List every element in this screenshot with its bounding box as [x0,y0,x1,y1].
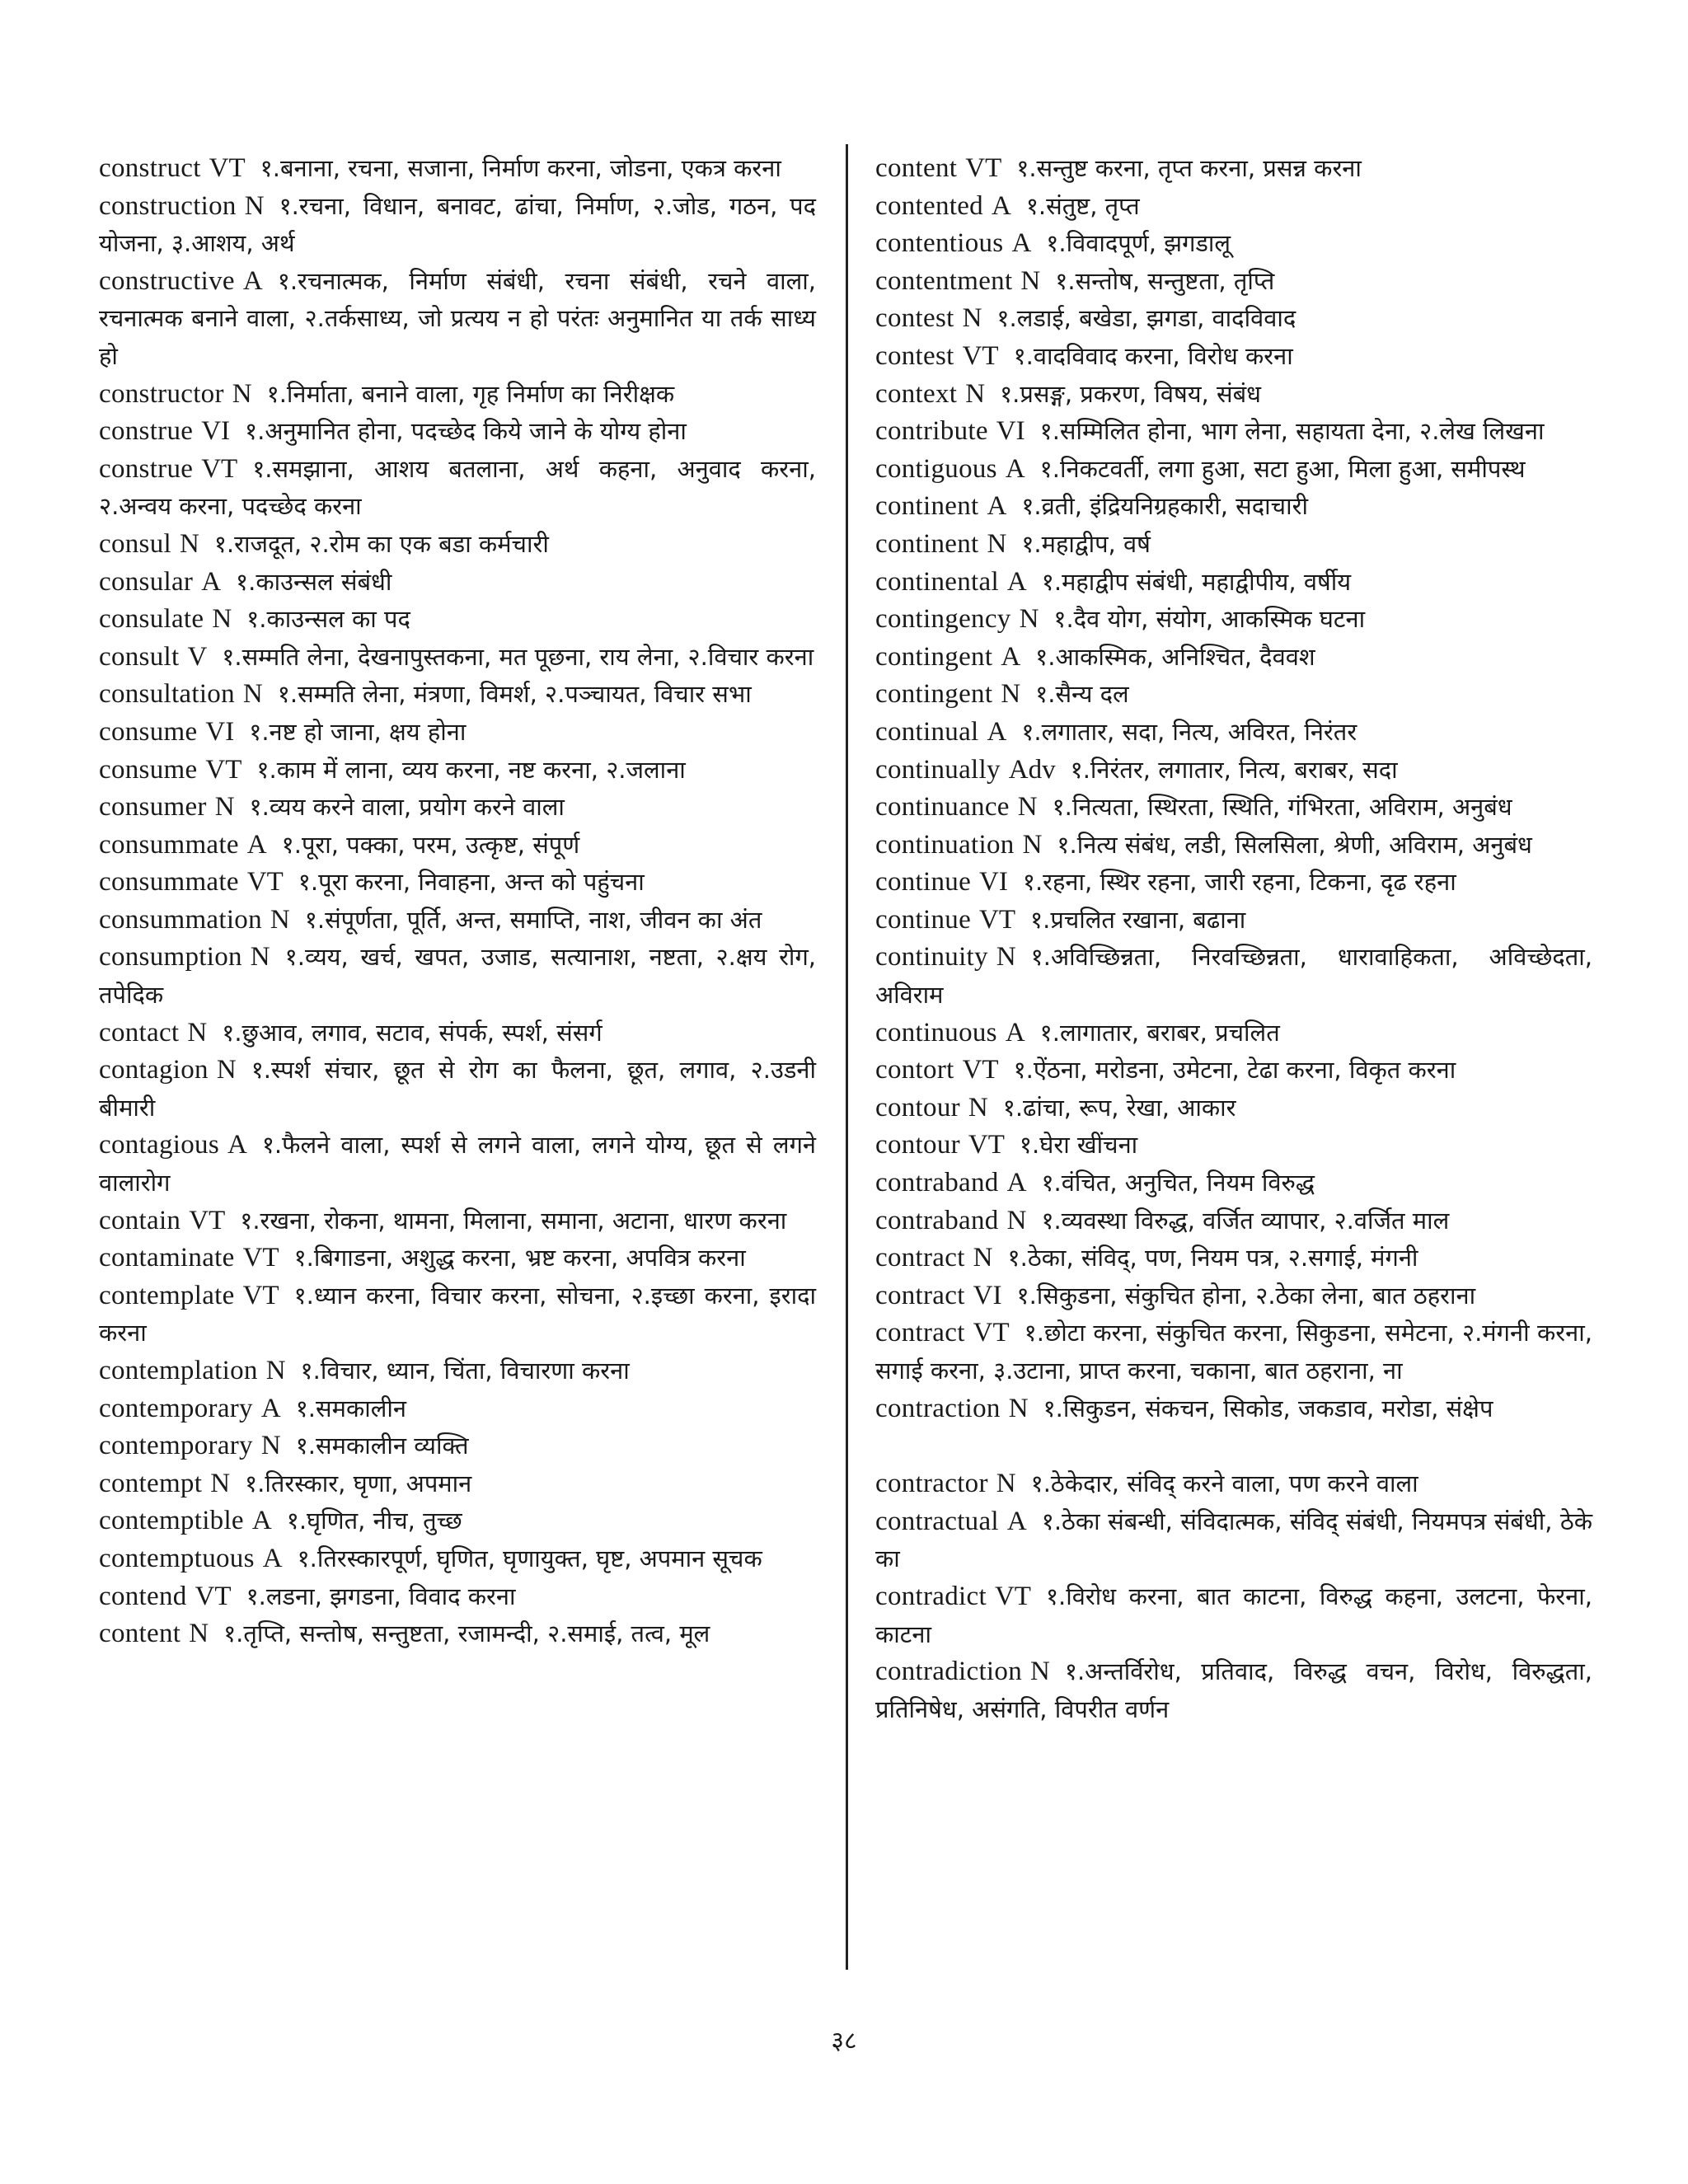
definition: १.बिगाडना, अशुद्ध करना, भ्रष्ट करना, अपवित्र करना [293,1244,746,1272]
part-of-speech: N [214,792,235,823]
dictionary-entry [99,639,816,677]
headword: continual [875,716,979,747]
part-of-speech: VT [979,904,1016,935]
definition: १.रखना, रोकना, थामना, मिलाना, समाना, अटाना, धारण करना [240,1206,787,1235]
dictionary-entry [875,526,1592,564]
headword: construct [99,153,201,183]
dictionary-entry [875,1127,1592,1165]
definition: १.विरोध करना, बात काटना, विरुद्ध कहना, उलटना, फेरना, काटना [875,1582,1592,1648]
dictionary-entry [875,639,1592,677]
headword: contemplate [99,1280,235,1310]
dictionary-entry [875,225,1592,263]
definition: १.छोटा करना, संकुचित करना, सिकुडना, समेटना, २.मंगनी करना, सगाई करना, ३.उटाना, प्राप्त करना, चकाना, बात ठहराना, ना [875,1319,1592,1385]
definition: १.पूरा करना, निवाहना, अन्त को पहुंचना [298,868,645,897]
headword: continually [875,754,1001,785]
definition: १.सन्तुष्ट करना, तृप्त करना, प्रसन्न करना [1016,154,1362,182]
dictionary-entry [99,676,816,714]
definition: १.तिरस्कारपूर्ण, घृणित, घृणायुक्त, घृष्ट, अपमान सूचक [297,1544,762,1572]
headword: contradiction [875,1657,1023,1687]
page-number: ३८ [831,2027,857,2055]
dictionary-entry [99,902,816,940]
part-of-speech: VT [968,1130,1005,1160]
definition: १.अनुमानित होना, पदच्छेद किये जाने के योग्य होना [245,417,687,446]
definition: १.बनाना, रचना, सजाना, निर्माण करना, जोडना, एकत्र करना [260,154,781,182]
headword: consular [99,566,194,597]
part-of-speech: N [212,604,232,635]
part-of-speech: A [1006,1506,1027,1536]
part-of-speech: VT [246,867,284,898]
dictionary-entry [875,902,1592,940]
headword: construction [99,190,237,221]
definition: १.ऐंठना, मरोडना, उमेटना, टेढा करना, विकृत करना [1013,1056,1456,1085]
definition: १.आकस्मिक, अनिश्चित, दैववश [1035,642,1315,671]
part-of-speech: N [187,1017,208,1047]
dictionary-entry [99,413,816,451]
part-of-speech: N [1019,604,1039,635]
definition: १.नित्यता, स्थिरता, स्थिति, गंभिरता, अविराम, अनुबंध [1052,793,1512,822]
headword: consult [99,641,180,672]
headword: contemporary [99,1431,253,1461]
part-of-speech: VT [973,1318,1010,1348]
dictionary-entry [99,376,816,414]
part-of-speech: N [250,942,270,972]
definition: १.प्रचलित रखाना, बढाना [1030,905,1246,934]
dictionary-entry [875,714,1592,752]
definition: १.समकालीन [295,1394,406,1422]
definition: १.निर्माता, बनाने वाला, गृह निर्माण का निरीक्षक [266,379,675,408]
dictionary-entry [875,1165,1592,1202]
part-of-speech: A [987,491,1007,522]
definition: १.दैव योग, संयोग, आकस्मिक घटना [1053,605,1366,634]
definition: १.वंचित, अनुचित, नियम विरुद्ध [1041,1169,1315,1197]
headword: contract [875,1280,965,1310]
definition: १.राजदूत, २.रोम का एक बडा कर्मचारी [213,529,549,558]
part-of-speech: A [260,1393,281,1423]
headword: consume [99,716,198,747]
headword: contest [875,340,954,371]
headword: contentment [875,265,1013,296]
part-of-speech: N [216,1055,237,1085]
definition: १.महाद्वीप, वर्ष [1021,529,1151,558]
dictionary-entry [99,1277,816,1352]
dictionary-entry [875,789,1592,827]
definition: १.तृप्ति, सन्तोष, सन्तुष्टता, रजामन्दी, २.समाई, तत्व, मूल [223,1619,710,1648]
definition: १.समझाना, आशय बतलाना, अर्थ कहना, अनुवाद करना, २.अन्वय करना, पदच्छेद करना [99,454,816,521]
part-of-speech: A [1006,1168,1027,1198]
dictionary-entry [875,1090,1592,1127]
dictionary-entry [99,1052,816,1127]
headword: consultation [99,679,235,710]
part-of-speech: VT [201,453,238,484]
dictionary-entry [99,864,816,902]
part-of-speech: N [179,528,199,559]
dictionary-entry [875,300,1592,338]
part-of-speech: N [1008,1393,1029,1423]
dictionary-entry [99,827,816,865]
definition: १.सिकुडन, संकचन, सिकोड, जकडाव, मरोडा, संक्षेप [1043,1394,1493,1422]
dictionary-entry [875,150,1592,188]
definition: १.ढांचा, रूप, रेखा, आकार [1002,1093,1236,1122]
headword: construe [99,416,194,447]
dictionary-entry [875,338,1592,376]
dictionary-entry [875,451,1592,489]
dictionary-entry [99,714,816,752]
dictionary-entry [99,1427,816,1465]
definition: १.नित्य संबंध, लडी, सिलसिला, श्रेणी, अविराम, अनुबंध [1057,830,1532,859]
dictionary-entry [875,1465,1592,1503]
definition: १.निरंतर, लगातार, नित्य, बराबर, सदा [1070,755,1398,784]
headword: continuous [875,1017,997,1047]
definition: १.सैन्य दल [1035,680,1129,709]
dictionary-entry [99,150,816,188]
dictionary-entry [99,1578,816,1616]
part-of-speech: N [1001,679,1021,710]
definition: १.पूरा, पक्का, परम, उत्कृष्ट, संपूर्ण [281,830,580,859]
dictionary-entry [99,526,816,564]
definition: १.लागातार, बराबर, प्रचलित [1039,1018,1280,1047]
definition: १.व्यय, खर्च, खपत, उजाड, सत्यानाश, नष्टता, २.क्षय रोग, तपेदिक [99,943,816,1010]
dictionary-entry [99,789,816,827]
dictionary-entry [875,827,1592,865]
headword: contaminate [99,1243,235,1273]
headword: continue [875,867,972,898]
part-of-speech: A [251,1506,272,1536]
definition: १.संपूर्णता, पूर्ति, अन्त, समाप्ति, नाश, जीवन का अंत [304,905,762,934]
headword: contour [875,1092,960,1122]
part-of-speech: N [1017,792,1038,823]
part-of-speech: N [242,679,263,710]
definition: १.स्पर्श संचार, छूत से रोग का फैलना, छूत, लगाव, २.उडनी बीमारी [99,1056,816,1122]
dictionary-entry [99,564,816,602]
dictionary-entry [99,188,816,263]
dictionary-entry [99,1352,816,1390]
definition: १.ठेका संबन्धी, संविदात्मक, संविद् संबंधी, नियमपत्र संबंधी, ठेके का [875,1507,1592,1573]
part-of-speech: N [210,1468,231,1498]
dictionary-entry [99,451,816,526]
dictionary-entry [875,564,1592,602]
definition: १.ध्यान करना, विचार करना, सोचना, २.इच्छा करना, इरादा करना [99,1281,816,1347]
headword: content [99,1619,181,1649]
definition: १.महाद्वीप संबंधी, महाद्वीपीय, वर्षीय [1041,567,1352,596]
part-of-speech: N [1030,1657,1050,1687]
part-of-speech: N [987,528,1007,559]
headword: construe [99,453,194,484]
headword: contour [875,1130,960,1160]
definition: १.वादविवाद करना, विरोध करना [1013,341,1293,370]
part-of-speech: A [991,190,1011,221]
definition: १.रहना, स्थिर रहना, जारी रहना, टिकना, दृढ रहना [1022,868,1456,897]
headword: continue [875,904,972,935]
definition: १.सिकुडना, संकुचित होना, २.ठेका लेना, बात ठहराना [1016,1281,1476,1310]
part-of-speech: N [996,942,1016,972]
part-of-speech: V [187,641,208,672]
definition: १.व्रती, इंद्रियनिग्रहकारी, सदाचारी [1021,492,1308,521]
definition: १.काउन्सल का पद [246,605,410,634]
definition: १.सम्मति लेना, देखनापुस्तकना, मत पूछना, राय लेना, २.विचार करना [222,642,814,671]
headword: consumer [99,792,207,823]
definition: १.समकालीन व्यक्ति [295,1432,469,1460]
part-of-speech: A [227,1130,247,1160]
headword: content [875,153,958,183]
part-of-speech: VT [965,153,1002,183]
headword: contribute [875,416,988,447]
definition: १.सम्मति लेना, मंत्रणा, विमर्श, २.पञ्चायत, विचार सभा [277,680,752,709]
dictionary-entry [875,1578,1592,1653]
dictionary-entry [875,752,1592,790]
headword: context [875,378,958,409]
headword: constructor [99,378,224,409]
definition: १.विवादपूर्ण, झगडालू [1046,229,1231,258]
part-of-speech: A [201,566,222,597]
part-of-speech: N [962,303,982,334]
part-of-speech: N [270,904,290,935]
part-of-speech: VI [205,716,235,747]
headword: contempt [99,1468,203,1498]
part-of-speech: A [242,265,263,296]
part-of-speech: VT [189,1205,226,1235]
definition: १.नष्ट हो जाना, क्षय होना [249,717,467,746]
headword: consume [99,754,198,785]
dictionary-entry [875,1653,1592,1728]
headword: continuation [875,829,1015,860]
headword: contingency [875,604,1011,635]
headword: consummate [99,829,239,860]
dictionary-entry [875,1015,1592,1052]
headword: consummation [99,904,262,935]
part-of-speech: A [262,1543,283,1573]
dictionary-entry [875,1503,1592,1578]
headword: contingent [875,679,993,710]
definition: १.घेरा खींचना [1019,1131,1138,1160]
headword: contraction [875,1393,1001,1423]
definition: १.रचनात्मक, निर्माण संबंधी, रचना संबंधी, रचने वाला, रचनात्मक बनाने वाला, २.तर्कसाध्य, जो प्रत्यय न हो परंतः अनुमानित या तर्क साध्य हो [99,266,816,370]
part-of-speech: N [1022,829,1043,860]
part-of-speech: N [968,1092,988,1122]
part-of-speech: VT [205,754,242,785]
definition: १.प्रसङ्ग, प्रकरण, विषय, संबंध [1000,379,1261,408]
definition: १.काउन्सल संबंधी [236,567,392,596]
dictionary-entry [99,1202,816,1240]
part-of-speech: A [1001,641,1021,672]
dictionary-entry [99,263,816,376]
dictionary-entry [875,601,1592,639]
headword: contract [875,1318,965,1348]
part-of-speech: VT [962,1055,999,1085]
definition: १.ठेकेदार, संविद् करने वाला, पण करने वाला [1030,1469,1418,1498]
part-of-speech: Adv [1008,754,1056,785]
part-of-speech: A [1006,566,1027,597]
left-column [99,150,816,1653]
headword: consumption [99,942,242,972]
part-of-speech: VI [979,867,1008,898]
dictionary-entry [99,1127,816,1202]
dictionary-entry [875,864,1592,902]
headword: contraband [875,1168,999,1198]
definition: १.ठेका, संविद्, पण, नियम पत्र, २.सगाई, मंगनी [1007,1244,1418,1272]
definition: १.अविच्छिन्नता, निरवच्छिन्नता, धारावाहिकता, अविच्छेदता, अविराम [875,943,1592,1010]
headword: contest [875,303,954,334]
part-of-speech: A [1011,228,1032,259]
dictionary-entry [875,939,1592,1014]
definition: १.सन्तोष, सन्तुष्टता, तृप्ति [1055,266,1275,295]
part-of-speech: N [1006,1205,1027,1235]
headword: contemptible [99,1506,244,1536]
headword: contiguous [875,453,997,484]
dictionary-entry [99,1615,816,1653]
headword: contract [875,1243,965,1273]
part-of-speech: N [244,190,265,221]
headword: contractual [875,1506,999,1536]
dictionary-entry [875,1315,1592,1390]
dictionary-entry [875,1240,1592,1277]
part-of-speech: N [973,1243,993,1273]
headword: consul [99,528,171,559]
headword: consummate [99,867,239,898]
definition: १.लडना, झगडना, विवाद करना [246,1582,516,1610]
part-of-speech: VT [195,1581,232,1611]
headword: contented [875,190,983,221]
part-of-speech: VT [994,1581,1031,1611]
definition: १.लडाई, बखेडा, झगडा, वादविवाद [996,304,1296,333]
dictionary-entry [875,413,1592,451]
part-of-speech: A [1005,453,1025,484]
definition: १.तिरस्कार, घृणा, अपमान [245,1469,472,1497]
definition: १.संतुष्ट, तृप्त [1025,191,1140,220]
definition: १.छुआव, लगाव, सटाव, संपर्क, स्पर्श, संसर्ग [222,1018,603,1047]
part-of-speech: VT [962,340,999,371]
headword: constructive [99,265,235,296]
headword: contagion [99,1055,209,1085]
headword: contort [875,1055,954,1085]
dictionary-entry [99,1502,816,1540]
part-of-speech: N [260,1431,281,1461]
dictionary-entry [875,1202,1592,1240]
dictionary-entry [99,1540,816,1578]
part-of-speech: N [189,1619,209,1649]
part-of-speech: A [1005,1017,1025,1047]
part-of-speech: A [987,716,1007,747]
dictionary-entry [875,676,1592,714]
dictionary-entry [875,376,1592,414]
headword: contemporary [99,1393,253,1423]
dictionary-entry [875,1052,1592,1090]
definition: १.व्यय करने वाला, प्रयोग करने वाला [249,793,565,822]
headword: contraband [875,1205,999,1235]
headword: contingent [875,641,993,672]
definition: १.सम्मिलित होना, भाग लेना, सहायता देना, २.लेख लिखना [1039,417,1545,446]
part-of-speech: N [265,1356,286,1385]
part-of-speech: VT [242,1280,279,1310]
part-of-speech: VI [973,1280,1002,1310]
part-of-speech: VI [996,416,1025,447]
definition: १.अन्तर्विरोध, प्रतिवाद, विरुद्ध वचन, विरोध, विरुद्धता, प्रतिनिषेध, असंगति, विपरीत वर्णन [875,1657,1592,1723]
dictionary-entry [875,188,1592,226]
headword: continental [875,566,999,597]
part-of-speech: VI [201,416,231,447]
headword: contend [99,1581,187,1611]
dictionary-entry [99,1390,816,1428]
dictionary-entry [99,1465,816,1503]
headword: continuity [875,942,988,972]
definition: १.व्यवस्था विरुद्ध, वर्जित व्यापार, २.वर्जित माल [1041,1206,1450,1235]
definition: १.काम में लाना, व्यय करना, नष्ट करना, २.जलाना [256,755,686,784]
part-of-speech: N [1020,265,1041,296]
dictionary-entry [875,488,1592,526]
column-divider [846,144,848,1970]
dictionary-entry [99,752,816,790]
dictionary-entry [99,1015,816,1052]
headword: contain [99,1205,181,1235]
dictionary-entry [99,939,816,1014]
part-of-speech: A [246,829,267,860]
right-column [875,150,1592,1728]
part-of-speech: VT [242,1243,279,1273]
definition: १.निकटवर्ती, लगा हुआ, सटा हुआ, मिला हुआ, समीपस्थ [1039,454,1526,483]
headword: contact [99,1017,180,1047]
definition: १.विचार, ध्यान, चिंता, विचारणा करना [300,1357,630,1385]
headword: consulate [99,604,204,635]
dictionary-entry [99,1240,816,1277]
headword: continuance [875,792,1010,823]
headword: contradict [875,1581,987,1611]
dictionary-entry [875,263,1592,301]
headword: contentious [875,228,1004,259]
headword: contagious [99,1130,219,1160]
part-of-speech: VT [209,153,246,183]
part-of-speech: N [996,1469,1016,1499]
headword: contemptuous [99,1543,255,1573]
dictionary-entry [99,601,816,639]
headword: continent [875,528,979,559]
definition: १.घृणित, नीच, तुच्छ [286,1507,462,1535]
part-of-speech: N [965,378,986,409]
dictionary-entry [875,1390,1592,1428]
definition: १.रचना, विधान, बनावट, ढांचा, निर्माण, २.जोड, गठन, पद योजना, ३.आशय, अर्थ [99,191,816,258]
headword: contractor [875,1469,988,1499]
definition: १.लगातार, सदा, नित्य, अविरत, निरंतर [1021,717,1357,746]
part-of-speech: N [232,378,252,409]
definition: १.फैलने वाला, स्पर्श से लगने वाला, लगने योग्य, छूत से लगने वालारोग [99,1131,816,1197]
headword: contemplation [99,1356,258,1385]
dictionary-entry [875,1277,1592,1315]
headword: continent [875,491,979,522]
